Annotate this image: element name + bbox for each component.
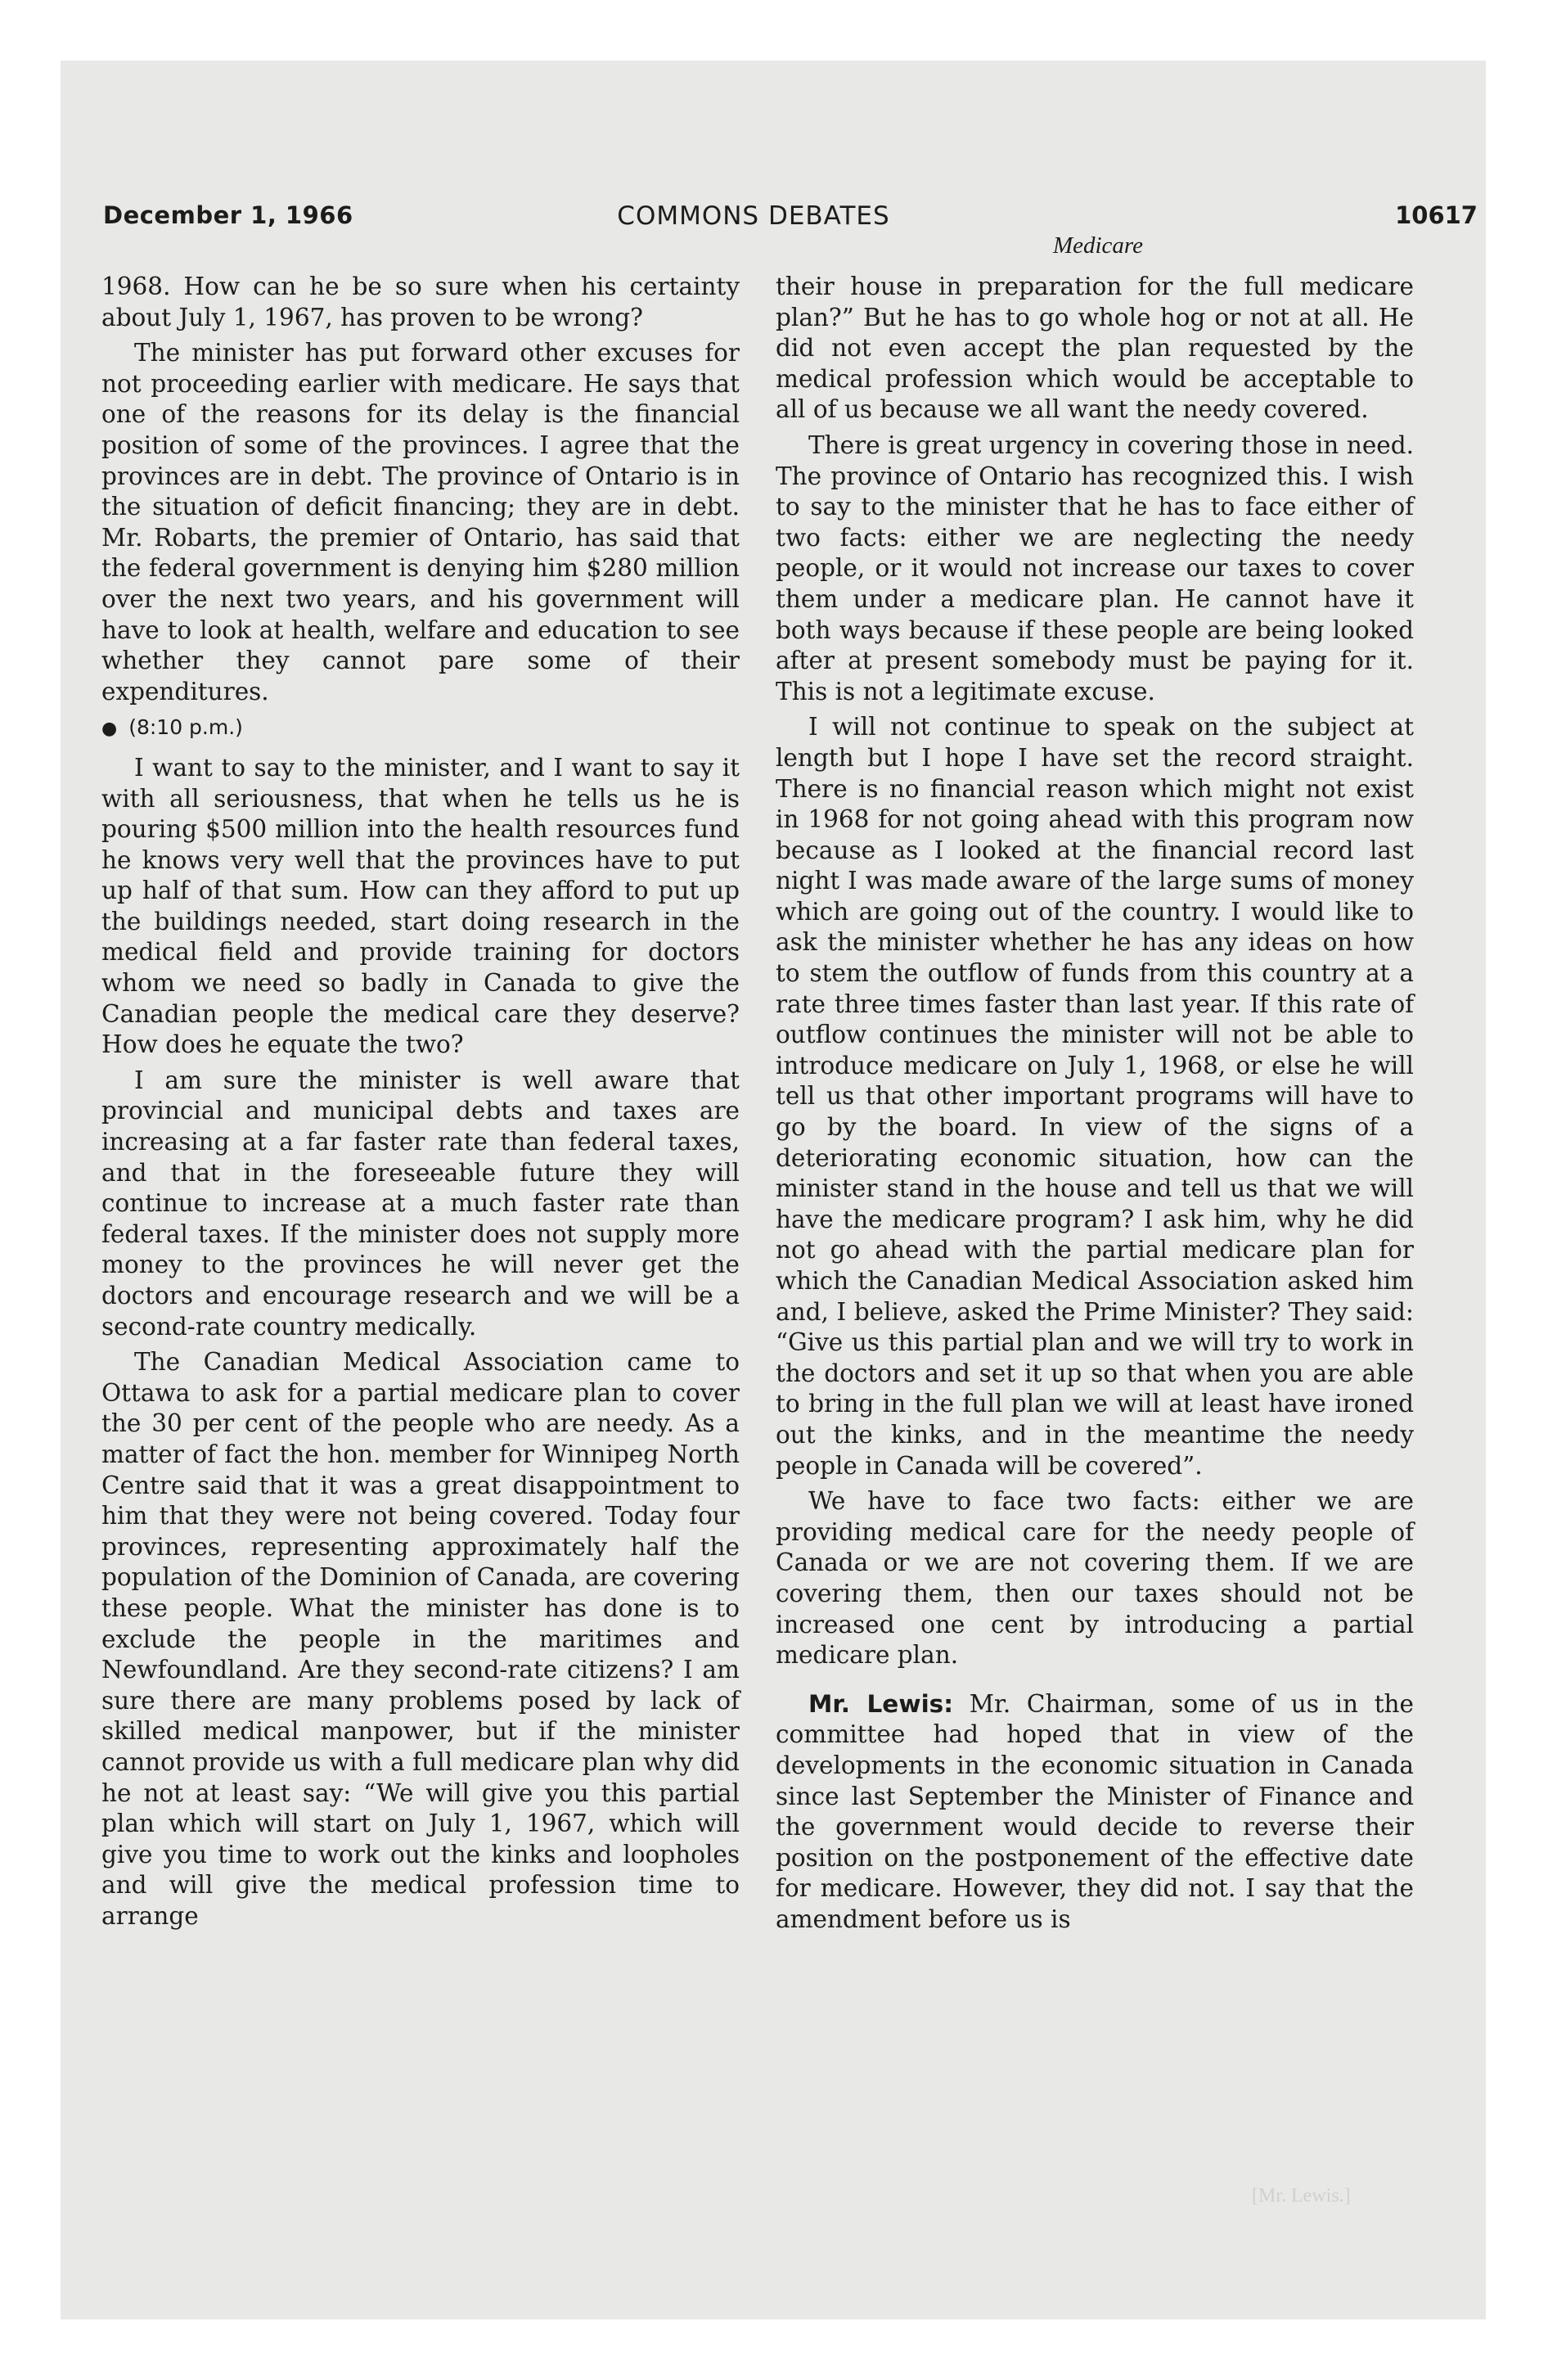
- time-marker-text: (8:10 p.m.): [128, 715, 243, 740]
- paragraph: I am sure the minister is well aware that provincial and municipal debts and taxes are increasing at a far faster rate than federal taxes, and that in the foreseeable future they will continue to increase at a much faster rate than federal taxes. If the minister does not supply more money to the provinces he will never get the doctors and encourage research and we will be a second-rate country medically.: [101, 1066, 740, 1341]
- paragraph: I want to say to the minister, and I want to say it with all seriousness, that when he tells us he is pouring $500 million into the health resources fund he knows very well that the provinces have to put up half of that sum. How can they afford to put up the buildings needed, start doing research in the medical field and provide training for doctors whom we need so badly in Canada to give the Canadian people the medical care they deserve? How does he equate the two?: [101, 753, 740, 1059]
- paragraph: 1968. How can he be so sure when his certainty about July 1, 1967, has proven to be wrong?: [101, 273, 740, 331]
- header-date: December 1, 1966: [103, 201, 353, 229]
- paragraph: We have to face two facts: either we are providing medical care for the needy people of Canada or we are not covering them. If we are covering them, then our taxes should not be increased one cent by introducing a partial medicare plan.: [776, 1487, 1414, 1670]
- left-column: [101, 272, 740, 1936]
- page: [61, 61, 1486, 2319]
- paragraph: their house in preparation for the full medicare plan?” But he has to go whole hog or not at all. He did not even accept the plan requested by the medical profession which would be acceptable to all of us because we all want the needy covered.: [776, 273, 1414, 424]
- header-page-number: 10617: [1395, 201, 1478, 229]
- paragraph: The minister has put forward other excuses for not proceeding earlier with medicare. He says that one of the reasons for its delay is the financial position of some of the provinces. I agree that the provinces are in debt. The province of Ontario is in the situation of deficit financing; they are in debt. Mr. Robarts, the premier of Ontario, has said that the federal government is denying him $280 million over the next two years, and his government will have to look at health, welfare and education to see whether they cannot pare some of their expenditures.: [101, 339, 740, 705]
- time-marker: [101, 712, 740, 745]
- bullet-icon: ●: [101, 719, 118, 740]
- right-column: [776, 272, 1414, 1940]
- speaker-paragraph: [776, 1689, 1414, 1936]
- paragraph: The Canadian Medical Association came to Ottawa to ask for a partial medicare plan to cover the 30 per cent of the people who are needy. As a matter of fact the hon. member for Winnipeg North Centre said that it was a great disappointment to him that they were not being covered. Today four provinces, representing approximately half the population of the Dominion of Canada, are covering these people. What the minister has done is to exclude the people in the maritimes and Newfoundland. Are they second-rate citizens? I am sure there are many problems posed by lack of skilled medical manpower, but if the minister cannot provide us with a full medicare plan why did he not at least say: “We will give you this partial plan which will start on July 1, 1967, which will give you time to work out the kinks and loopholes and will give the medical profession time to arrange: [101, 1348, 740, 1930]
- paragraph: There is great urgency in covering those in need. The province of Ontario has recognized this. I wish to say to the minister that he has to face either of two facts: either we are neglecting the needy people, or it would not increase our taxes to cover them under a medicare plan. He cannot have it both ways because if these people are being looked after at present somebody must be paying for it. This is not a legitimate excuse.: [776, 430, 1414, 705]
- header-publication: COMMONS DEBATES: [617, 201, 890, 231]
- speech-text: Mr. Chairman, some of us in the committee had hoped that in view of the developments in the economic situation in Canada since last September the Minister of Finance and the government would decide to reverse their position on the postponement of the effective date for medicare. However, they did not. I say that the amendment before us is: [776, 1689, 1415, 1933]
- footer-note: [Mr. Lewis.]: [1252, 2185, 1351, 2206]
- section-title: Medicare: [1052, 232, 1144, 259]
- paragraph: I will not continue to speak on the subject at length but I hope I have set the record straight. There is no financial reason which might not exist in 1968 for not going ahead with this program now because as I looked at the financial record last night I was made aware of the large sums of money which are going out of the country. I would like to ask the minister whether he has any ideas on how to stem the outflow of funds from this country at a rate three times faster than last year. If this rate of outflow continues the minister will not be able to introduce medicare on July 1, 1968, or else he will tell us that other important programs will have to go by the board. In view of the signs of a deteriorating economic situation, how can the minister stand in the house and tell us that we will have the medicare program? I ask him, why he did not go ahead with the partial medicare plan for which the Canadian Medical Association asked him and, I believe, asked the Prime Minister? They said: “Give us this partial plan and we will try to work in the doctors and set it up so that when you are able to bring in the full plan we will at least have ironed out the kinks, and in the meantime the needy people in Canada will be covered”.: [776, 713, 1414, 1480]
- speaker-name: Mr. Lewis:: [808, 1689, 954, 1718]
